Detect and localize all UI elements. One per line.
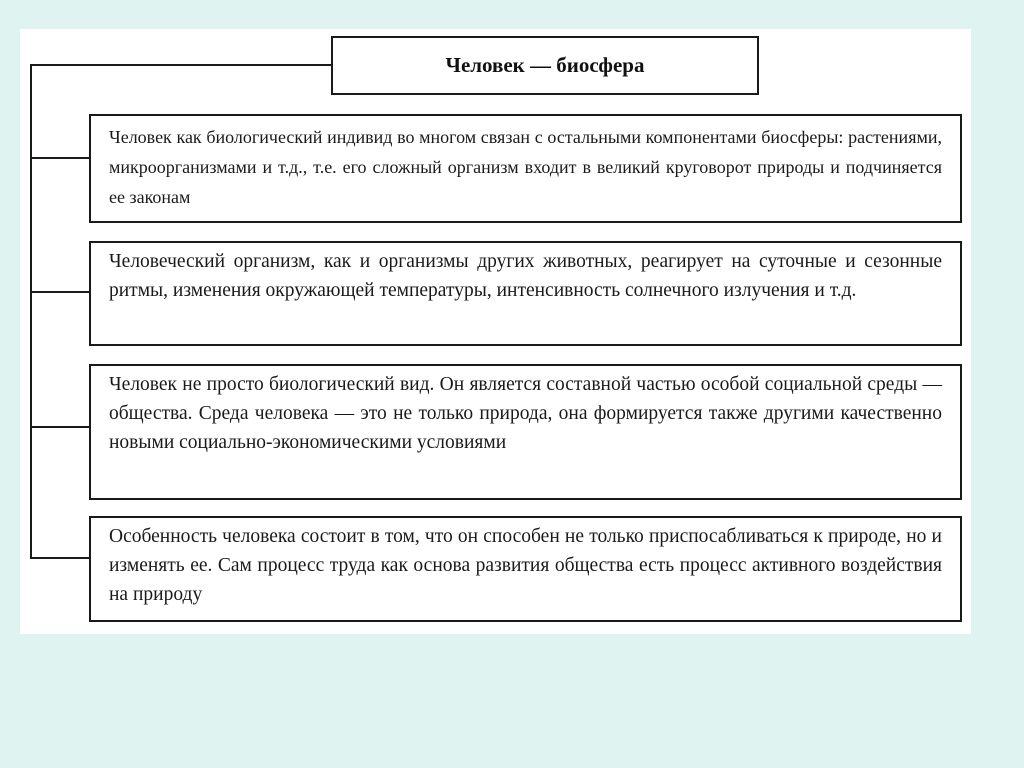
connector-spine bbox=[30, 64, 32, 559]
statement-box-1: Человек как биологический индивид во многом связан с остальными компонентами биосферы: растениями, микроорганизмами и т.д., т.е. его сложный организм входит в великий круговорот природы и подчиняется ее законам bbox=[89, 114, 962, 223]
connector-branch-2 bbox=[30, 291, 90, 293]
statement-box-2: Человеческий организм, как и организмы других животных, реагирует на суточные и сезонные ритмы, изменения окружающей температуры, интенсивность солнечного излучения и т.д. bbox=[89, 241, 962, 346]
diagram-title: Человек — биосфера bbox=[331, 36, 759, 95]
connector-branch-3 bbox=[30, 426, 90, 428]
statement-box-4: Особенность человека состоит в том, что он способен не только приспосабливаться к природе, но и изменять ее. Сам процесс труда как основа развития общества есть процесс активного воздействия на природу bbox=[89, 516, 962, 622]
connector-top bbox=[30, 64, 332, 66]
connector-branch-1 bbox=[30, 157, 90, 159]
statement-box-3: Человек не просто биологический вид. Он является составной частью особой социальной среды — общества. Среда человека — это не только природа, она формируется также другими качественно новыми социально-экономическими условиями bbox=[89, 364, 962, 500]
connector-branch-4 bbox=[30, 557, 90, 559]
